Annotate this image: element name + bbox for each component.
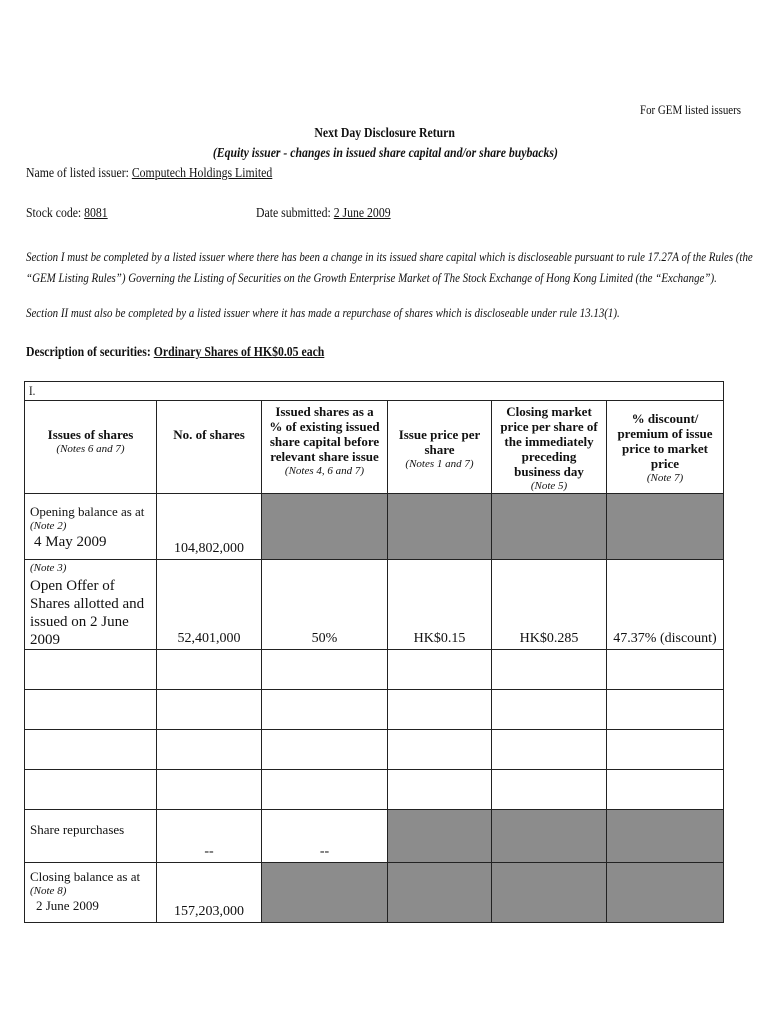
date-submitted-label: Date submitted: [256, 206, 334, 221]
shaded-cell [262, 863, 388, 923]
empty-cell [157, 650, 262, 690]
issuer-name-label: Name of listed issuer: [26, 166, 132, 181]
empty-cell [25, 690, 157, 730]
opening-shares-cell: 104,802,000 [157, 494, 262, 560]
section-one-line-1: Section I must be completed by a listed issuer where there has been a change in its issued share capital which is discloseable pursuant to rule 17.27A of the Rules (the [26, 249, 753, 264]
page-title: Next Day Disclosure Return [314, 126, 456, 141]
shaded-cell [607, 494, 724, 560]
table-row [25, 863, 724, 923]
empty-cell [607, 730, 724, 770]
section-two-instructions: Section II must also be completed by a listed issuer where it has made a repurchase of shares which is discloseable under rule 13.13(1). [26, 305, 620, 320]
header-issues-of-shares: Issues of shares (Notes 6 and 7) [25, 401, 157, 494]
open-offer-shares-cell: 52,401,000 [157, 560, 262, 650]
date-submitted-value: 2 June 2009 [333, 206, 391, 221]
open-offer-discount-cell: 47.37% (discount) [607, 560, 724, 650]
closing-shares-cell: 157,203,000 [157, 863, 262, 923]
share-capital-table [24, 381, 724, 923]
header-issue-price: Issue price per share (Notes 1 and 7) [388, 401, 492, 494]
empty-cell [25, 650, 157, 690]
open-offer-issue-price-cell: HK$0.15 [388, 560, 492, 650]
empty-cell [25, 770, 157, 810]
empty-cell [492, 690, 607, 730]
empty-cell [262, 730, 388, 770]
open-offer-cell: (Note 3) Open Offer of Shares allotted and issued on 2 June 2009 [25, 560, 157, 650]
empty-cell [262, 770, 388, 810]
table-row [25, 810, 724, 863]
open-offer-closing-price-cell: HK$0.285 [492, 560, 607, 650]
empty-cell [262, 650, 388, 690]
empty-cell [388, 770, 492, 810]
shaded-cell [607, 863, 724, 923]
empty-row [25, 650, 724, 690]
empty-row [25, 730, 724, 770]
issuer-name-line [26, 166, 319, 182]
shaded-cell [492, 863, 607, 923]
shaded-cell [388, 810, 492, 863]
empty-cell [25, 730, 157, 770]
shaded-cell [388, 494, 492, 560]
stock-code-label: Stock code: [26, 206, 85, 221]
empty-row [25, 770, 724, 810]
stock-code-line [26, 206, 123, 222]
closing-balance-cell: Closing balance as at (Note 8) 2 June 2009 [25, 863, 157, 923]
empty-cell [157, 690, 262, 730]
header-issued-shares-pct: Issued shares as a % of existing issued share capital before relevant share issue (Notes 4, 6 and 7) [262, 401, 388, 494]
shaded-cell [262, 494, 388, 560]
empty-cell [388, 650, 492, 690]
form-scope-label: For GEM listed issuers [640, 102, 742, 117]
table-row [25, 494, 724, 560]
header-closing-market-price: Closing market price per share of the immediately preceding business day (Note 5) [492, 401, 607, 494]
section-row [25, 382, 724, 401]
empty-cell [157, 770, 262, 810]
date-submitted-line [256, 206, 416, 222]
page-subtitle: (Equity issuer - changes in issued share capital and/or share buybacks) [212, 146, 558, 161]
header-discount-premium: % discount/ premium of issue price to market price (Note 7) [607, 401, 724, 494]
issuer-name-value: Computech Holdings Limited [131, 166, 273, 181]
opening-balance-cell: Opening balance as at (Note 2) 4 May 2009 [25, 494, 157, 560]
empty-cell [262, 690, 388, 730]
shaded-cell [492, 810, 607, 863]
securities-description-value: Ordinary Shares of HK$0.05 each [153, 345, 325, 360]
repurchases-pct-cell: -- [262, 810, 388, 863]
empty-cell [607, 650, 724, 690]
shaded-cell [607, 810, 724, 863]
share-repurchases-cell: Share repurchases [25, 810, 157, 863]
table-row [25, 560, 724, 650]
empty-cell [607, 770, 724, 810]
empty-row [25, 690, 724, 730]
section-one-line-2: “GEM Listing Rules”) Governing the Listing of Securities on the Growth Enterprise Market of The Stock Exchange of Hong Kong Limited (the “Exchange”). [26, 270, 717, 285]
shaded-cell [388, 863, 492, 923]
stock-code-value: 8081 [84, 206, 108, 221]
empty-cell [492, 650, 607, 690]
header-no-of-shares: No. of shares [157, 401, 262, 494]
open-offer-pct-cell: 50% [262, 560, 388, 650]
empty-cell [388, 730, 492, 770]
repurchases-shares-cell: -- [157, 810, 262, 863]
empty-cell [492, 730, 607, 770]
securities-description-label: Description of securities: [26, 345, 154, 360]
empty-cell [607, 690, 724, 730]
empty-cell [492, 770, 607, 810]
section-one-instructions [26, 246, 753, 288]
empty-cell [157, 730, 262, 770]
securities-description [26, 345, 381, 361]
table-header-row [25, 401, 724, 494]
section-label-cell: I. [25, 382, 724, 401]
empty-cell [388, 690, 492, 730]
shaded-cell [492, 494, 607, 560]
